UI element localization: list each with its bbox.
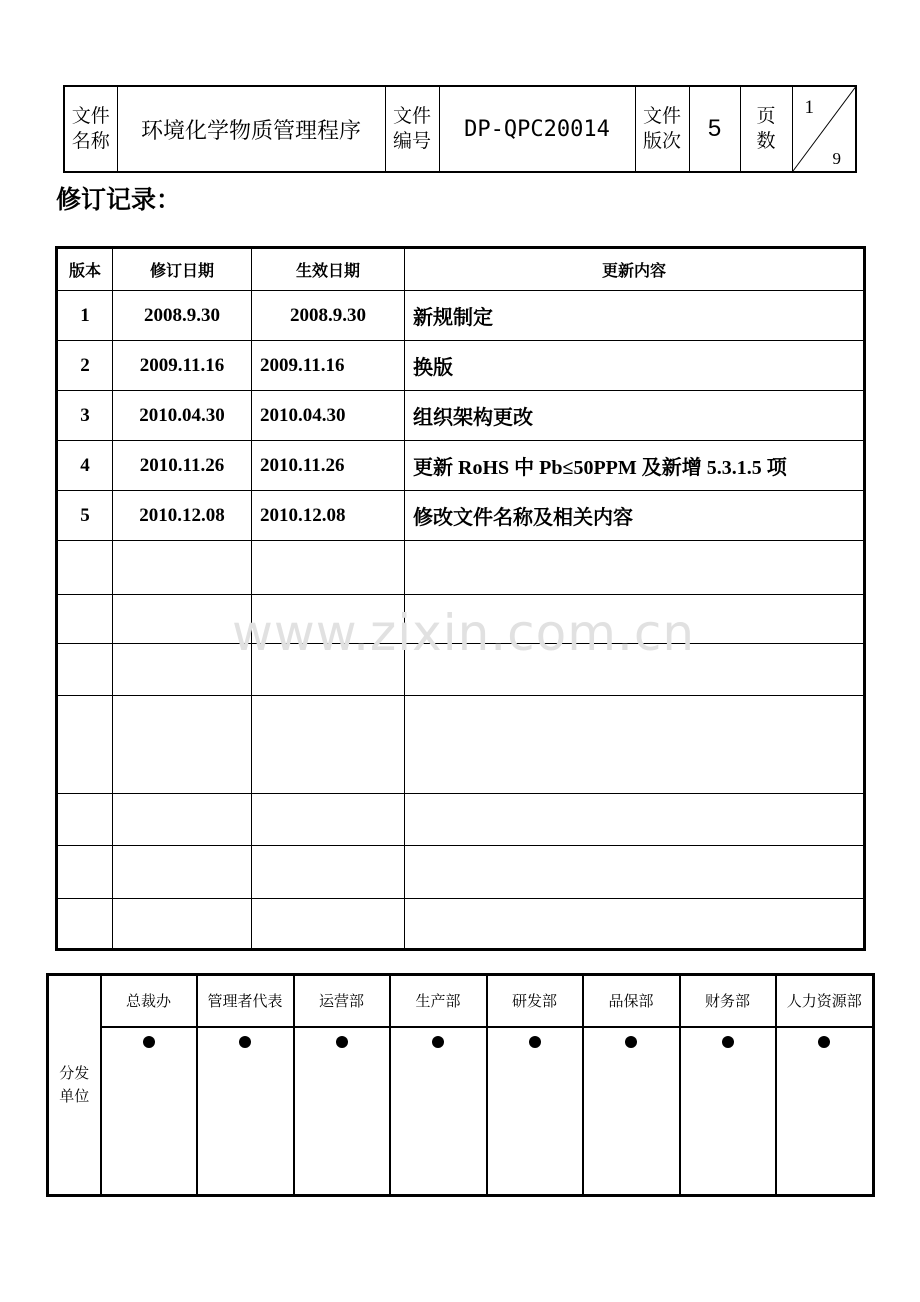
cell-content: 新规制定: [405, 291, 865, 341]
empty-row: [57, 899, 865, 950]
col-header-revised-date: 修订日期: [113, 248, 252, 291]
col-header-content: 更新内容: [405, 248, 865, 291]
empty-row: [57, 846, 865, 899]
revision-record-title: 修订记录：: [56, 185, 182, 214]
page-total: 9: [832, 149, 841, 168]
bullet-dot-icon: [818, 1036, 830, 1048]
bullet-dot-icon: [432, 1036, 444, 1048]
bullet-dot-icon: [239, 1036, 251, 1048]
distribution-unit-label: 分发 单位: [48, 975, 101, 1196]
bullet-dot-icon: [143, 1036, 155, 1048]
watermark: www.zixin.com.cn: [232, 604, 696, 662]
cell-version: 3: [57, 391, 113, 441]
table-row: [57, 341, 865, 391]
distribution-mark-cell: [101, 1027, 197, 1196]
distribution-mark-cell: [776, 1027, 874, 1196]
cell-effective-date: 2010.11.26: [252, 441, 405, 491]
col-header-version: 版本: [57, 248, 113, 291]
table-row: [57, 291, 865, 341]
cell-revised-date: 2010.11.26: [113, 441, 252, 491]
table-row: [57, 441, 865, 491]
empty-row: [57, 541, 865, 595]
cell-version: 1: [57, 291, 113, 341]
cell-content: 换版: [405, 341, 865, 391]
distribution-mark-cell: [390, 1027, 487, 1196]
version-value: 5: [689, 86, 740, 172]
dept-hr: 人力资源部: [776, 975, 874, 1028]
dept-quality: 品保部: [583, 975, 680, 1028]
cell-effective-date: 2008.9.30: [252, 291, 405, 341]
doc-name: 环境化学物质管理程序: [117, 86, 385, 172]
table-row: [57, 491, 865, 541]
cell-revised-date: 2008.9.30: [113, 291, 252, 341]
revision-header-row: [57, 248, 865, 291]
page-number-cell: [792, 86, 856, 172]
cell-version: 2: [57, 341, 113, 391]
document-header: [63, 85, 857, 173]
distribution-mark-cell: [583, 1027, 680, 1196]
page-label: 页 数: [740, 86, 792, 172]
bullet-dot-icon: [529, 1036, 541, 1048]
bullet-dot-icon: [625, 1036, 637, 1048]
cell-content: 组织架构更改: [405, 391, 865, 441]
distribution-table: [46, 973, 875, 1197]
doc-no-label: 文件 编号: [385, 86, 439, 172]
version-label: 文件 版次: [635, 86, 689, 172]
dept-management-rep: 管理者代表: [197, 975, 294, 1028]
revision-table: [55, 246, 866, 951]
doc-no: DP-QPC20014: [439, 86, 635, 172]
table-row: [57, 391, 865, 441]
cell-revised-date: 2010.04.30: [113, 391, 252, 441]
col-header-effective-date: 生效日期: [252, 248, 405, 291]
cell-revised-date: 2009.11.16: [113, 341, 252, 391]
cell-version: 4: [57, 441, 113, 491]
page-diagonal-line: [793, 87, 856, 171]
dept-president-office: 总裁办: [101, 975, 197, 1028]
dept-rnd: 研发部: [487, 975, 583, 1028]
distribution-mark-cell: [197, 1027, 294, 1196]
bullet-dot-icon: [722, 1036, 734, 1048]
cell-effective-date: 2010.12.08: [252, 491, 405, 541]
cell-content: 修改文件名称及相关内容: [405, 491, 865, 541]
cell-effective-date: 2009.11.16: [252, 341, 405, 391]
page-current: 1: [804, 97, 814, 118]
dept-production: 生产部: [390, 975, 487, 1028]
cell-revised-date: 2010.12.08: [113, 491, 252, 541]
cell-version: 5: [57, 491, 113, 541]
cell-effective-date: 2010.04.30: [252, 391, 405, 441]
distribution-mark-cell: [294, 1027, 390, 1196]
distribution-mark-cell: [680, 1027, 776, 1196]
empty-row: [57, 794, 865, 846]
empty-row: [57, 696, 865, 794]
dept-finance: 财务部: [680, 975, 776, 1028]
distribution-mark-cell: [487, 1027, 583, 1196]
doc-name-label: 文件 名称: [64, 86, 117, 172]
cell-content: 更新 RoHS 中 Pb≤50PPM 及新增 5.3.1.5 项: [405, 441, 865, 491]
dept-operations: 运营部: [294, 975, 390, 1028]
bullet-dot-icon: [336, 1036, 348, 1048]
